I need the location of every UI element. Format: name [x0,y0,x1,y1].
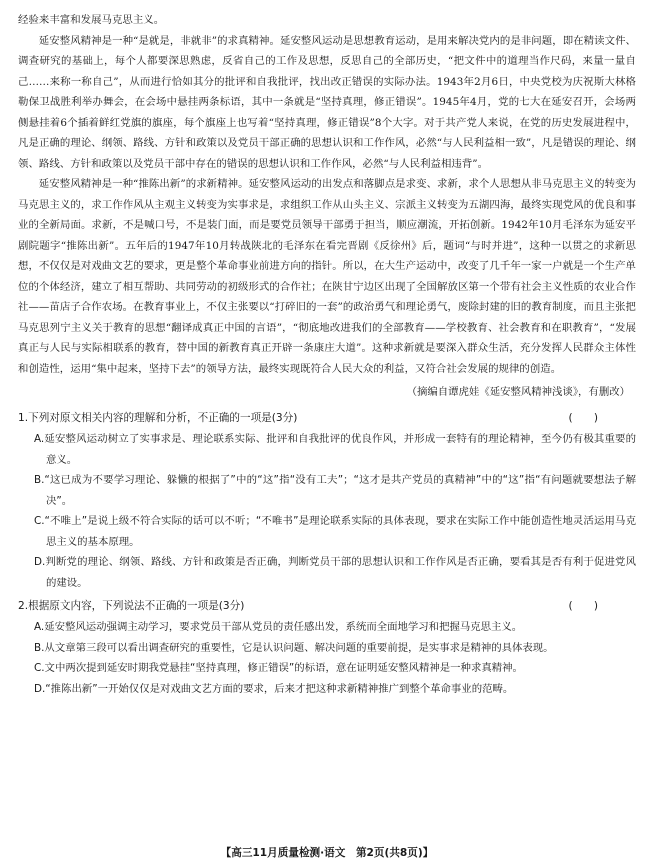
question-list [18,407,636,699]
answer-blank: ( ) [568,600,598,612]
option-b: B.从文章第三段可以看出调查研究的重要性，它是认识问题、解决问题的重要前提，是实事求是精神的具体表现。 [34,641,554,654]
option-a: A.延安整风运动强调主动学习，要求党员干部从党员的责任感出发，系统而全面地学习和把握马克思主义。 [34,621,523,633]
passage-paragraph: 延安整风精神是一种“推陈出新”的求新精神。延安整风运动的出发点和落脚点是求变、求新，求个人思想从非马克思主义的转变为马克思主义的，求工作作风从主观主义转变为实事求是，求组织工作从山头主义、宗派主义转变为五湖四海，最终实现党风的优良和事业的全新局面。求新，不是喊口号，不是装门面，而是要党员领导干部勇于担当，顺应潮流，开拓创新。1942年10月毛泽东为延安平剧院题字“推陈出新”。五年后的1947年10月转战陕北的毛泽东在看完晋剧《反徐州》后，题词“与时并进”，这种一以贯之的求新思想，不仅仅是对戏曲文艺的要求，更是整个革命事业前进方向的指针。所以，在大生产运动中，改变了几千年一家一户就是一个生产单位的个体经济，建立了相互帮助、共同劳动的初级形式的合作社；在陕甘宁边区出现了全国解放区第一个带有社会主义性质的农业合作社——苗店子合作农场。在教育事业上，不仅主张要以“打碎旧的一套”的政治勇气和理论勇气，废除封建的旧的教育制度，而且主张把马克思列宁主义关于教育的思想“翻译成真正中国的言语”，“彻底地改进我们的全部教育——学校教育、社会教育和在职教育”，“发展真正与人民与实际相联系的教育，替中国的新教育真正开辟一条康庄大道”。这种求新就是要深入群众生活，充分发挥人民群众主体性和创造性，运用“集中起来，坚持下去”的领导方法，最终实现既符合人民大众的利益，又符合社会发展的规律的创造。 [18,178,636,375]
option-d: D.判断党的理论、纲领、路线、方针和政策是否正确，判断党员干部的思想认识和工作作风是否正确，要看其是否有利于促进党风的建设。 [34,556,636,589]
passage-paragraph: 经验来丰富和发展马克思主义。 [18,14,165,26]
option-c: C.文中两次提到延安时期我党悬挂“坚持真理，修正错误”的标语，意在证明延安整风精神是一种求真精神。 [34,662,523,674]
answer-blank: ( ) [568,412,598,424]
option-b: B.“这已成为不要学习理论、躲懒的根据了”中的“这”指“没有工夫”；“这才是共产党员的真精神”中的“这”指“有问题就要想法子解决”。 [34,474,636,507]
question-text: 1.下列对原文相关内容的理解和分析，不正确的一项是(3分) [18,412,298,424]
passage-paragraph: 延安整风精神是一种“是就是，非就非”的求真精神。延安整风运动是思想教育运动，是用来解决党内的是非问题，即在精读文件、调查研究的基础上，每个人都要深思熟虑，反省自己的工作及思想，反思自己的全部历史，“把文件中的道理当作尺码，来量一量自己……来称一称自己”，从而进行恰如其分的批评和自我批评，找出改正错误的实际办法。1943年2月6日，中央党校为庆祝斯大林格勒保卫战胜利举办舞会，在会场中悬挂两条标语，其中一条就是“坚持真理，修正错误”。1945年4月，党的七大在延安召开，会场两侧悬挂着6个插着鲜红党旗的旗座，每个旗座上也写着“坚持真理，修正错误”8个大字。对于共产党人来说，在党的历史发展进程中，凡是正确的理论、纲领、路线、方针和政策以及党员干部正确的思想认识和工作作风，必然“与人民利益相一致”，凡是错误的理论、纲领、路线、方针和政策以及党员干部中存在的错误的思想认识和工作作风，必然“与人民利益相违背”。 [18,34,636,170]
reading-passage [18,10,636,401]
option-a: A.延安整风运动树立了实事求是、理论联系实际、批评和自我批评的优良作风，并形成一套特有的理论精神，至今仍有极其重要的意义。 [34,433,636,466]
question-item [18,407,636,593]
question-item [18,595,636,699]
passage-source: （摘编自谭虎娃《延安整风精神浅谈》，有删改） [406,386,630,398]
question-stem [18,595,636,617]
option-c: C.“不唯上”是说上级不符合实际的话可以不听；“不唯书”是理论联系实际的具体表现，要求在实际工作中能创造性地灵活运用马克思主义的基本原理。 [34,515,636,548]
question-text: 2.根据原文内容，下列说法不正确的一项是(3分) [18,600,245,612]
question-stem [18,407,636,429]
page-footer: 【高三11月质量检测·语文 第2页(共8页)】 [220,847,434,859]
option-d: D.“推陈出新”一开始仅仅是对戏曲文艺方面的要求，后来才把这种求新精神推广到整个革命事业的范畴。 [34,682,514,695]
